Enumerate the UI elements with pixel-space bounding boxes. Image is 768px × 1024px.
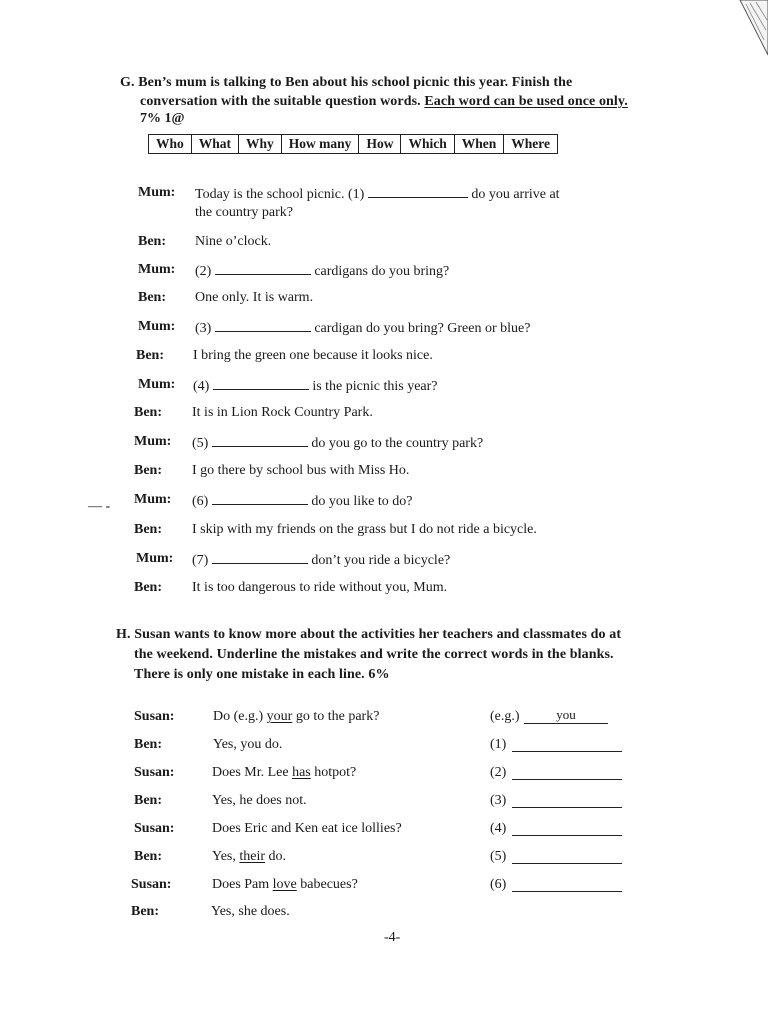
exercise-sentence — [212, 791, 307, 811]
dialogue-line — [192, 520, 537, 540]
dialogue-line — [195, 183, 560, 205]
dialogue-text-before: (6) — [192, 494, 212, 509]
dialogue-line — [193, 375, 438, 397]
exercise-speaker: Susan: — [131, 877, 172, 892]
word-bank-cell: How many — [282, 135, 360, 153]
exercise-sentence — [212, 819, 402, 839]
sentence-text-after: babecues? — [296, 877, 358, 892]
dialogue-text-after: do you like to do? — [307, 494, 413, 509]
dialogue-line — [195, 288, 313, 308]
answer-line[interactable] — [512, 793, 622, 808]
underlined-mistake: your — [266, 709, 293, 724]
exercise-sentence — [212, 763, 356, 783]
dialogue-text-before: (2) — [195, 264, 215, 279]
dialogue-text: Nine o’clock. — [195, 234, 272, 249]
dialogue-text-after: don’t you ride a bicycle? — [307, 553, 451, 568]
dialogue-text-before: (4) — [193, 379, 213, 394]
sentence-text-after: do. — [265, 849, 287, 864]
section-g-heading-line1: Ben’s mum is talking to Ben about his school picnic this year. Finish the — [138, 75, 573, 90]
section-h-heading-line2: the weekend. Underline the mistakes and write the correct words in the blanks. — [134, 647, 614, 662]
answer-line[interactable] — [512, 737, 622, 752]
dialogue-text: the country park? — [195, 205, 293, 220]
answer-number: (4) — [490, 821, 507, 836]
dialogue-speaker: Mum: — [134, 434, 172, 449]
answer-blank[interactable] — [215, 260, 311, 275]
dialogue-text-after: do you go to the country park? — [307, 436, 484, 451]
word-bank-cell: How — [359, 135, 401, 153]
answer-blank[interactable] — [215, 317, 311, 332]
dialogue-line — [192, 461, 409, 481]
section-g-heading — [120, 73, 660, 93]
answer-line[interactable] — [512, 849, 622, 864]
exercise-speaker: Ben: — [134, 737, 162, 752]
dialogue-speaker: Mum: — [138, 377, 176, 392]
dialogue-text: I skip with my friends on the grass but I do not ride a bicycle. — [192, 522, 537, 537]
exercise-sentence — [213, 735, 282, 755]
answer-blank[interactable] — [212, 432, 308, 447]
dialogue-text-after: cardigan do you bring? Green or blue? — [310, 321, 531, 336]
exercise-sentence — [212, 875, 358, 895]
answer-blank[interactable] — [213, 375, 309, 390]
sentence-text-before: Yes, you do. — [213, 737, 283, 752]
word-bank-cell: Why — [239, 135, 282, 153]
answer-number: (1) — [490, 737, 507, 752]
section-h-letter: H. — [116, 627, 131, 642]
dialogue-text-before: (7) — [192, 553, 212, 568]
answer-blank[interactable] — [212, 549, 308, 564]
margin-mark: — - — [88, 499, 111, 514]
section-g-letter: G. — [120, 75, 135, 90]
dialogue-text-before: (5) — [192, 436, 212, 451]
dialogue-text-after: do you arrive at — [467, 187, 560, 202]
underlined-mistake: their — [239, 849, 266, 864]
exercise-speaker: Susan: — [134, 821, 175, 836]
dialogue-speaker: Ben: — [138, 290, 166, 305]
dialogue-speaker: Mum: — [138, 319, 176, 334]
page-curl-icon — [728, 0, 768, 60]
answer-number: (e.g.) — [490, 709, 520, 724]
answer-number: (2) — [490, 765, 507, 780]
section-g-score: 7% 1@ — [140, 111, 185, 126]
dialogue-speaker: Ben: — [134, 463, 162, 478]
dialogue-line — [192, 549, 450, 571]
section-g-heading-line2 — [140, 92, 680, 112]
exercise-sentence — [211, 902, 290, 922]
exercise-speaker: Susan: — [134, 709, 175, 724]
dialogue-line — [195, 260, 449, 282]
sentence-text-after: go to the park? — [292, 709, 380, 724]
word-bank-cell: Where — [511, 136, 550, 151]
page-number: -4- — [384, 930, 401, 945]
sentence-text-before: Yes, she does. — [211, 904, 290, 919]
section-g-instruction: conversation with the suitable question words. — [140, 94, 425, 109]
dialogue-line — [195, 203, 293, 223]
sentence-text-before: Does Pam — [212, 877, 273, 892]
answer-line[interactable] — [512, 877, 622, 892]
underlined-mistake: has — [292, 765, 311, 780]
dialogue-line — [192, 403, 373, 423]
answer-blank[interactable] — [212, 490, 308, 505]
dialogue-speaker: Ben: — [134, 580, 162, 595]
sentence-text-before: Does Eric and Ken eat ice lollies? — [212, 821, 402, 836]
exercise-speaker: Ben: — [131, 904, 159, 919]
sentence-text-after: hotpot? — [310, 765, 357, 780]
example-answer: you — [556, 707, 576, 722]
dialogue-text: I go there by school bus with Miss Ho. — [192, 463, 410, 478]
answer-line[interactable] — [512, 821, 622, 836]
dialogue-line — [195, 232, 271, 252]
section-h-heading-line3: There is only one mistake in each line. 6% — [134, 667, 390, 682]
word-bank — [148, 134, 558, 154]
dialogue-speaker: Ben: — [134, 405, 162, 420]
word-bank-cell: Who — [149, 135, 192, 153]
word-bank-cell: Which — [401, 135, 454, 153]
dialogue-text-before: (3) — [195, 321, 215, 336]
answer-blank[interactable] — [368, 183, 468, 198]
dialogue-line — [193, 346, 433, 366]
dialogue-line — [195, 317, 530, 339]
answer-number: (3) — [490, 793, 507, 808]
answer-number: (5) — [490, 849, 507, 864]
answer-line[interactable] — [512, 765, 622, 780]
dialogue-speaker: Mum: — [138, 185, 176, 200]
dialogue-line — [192, 490, 412, 512]
section-h-heading — [116, 625, 676, 645]
dialogue-line — [192, 578, 447, 598]
section-h-heading-line1: Susan wants to know more about the activities her teachers and classmates do at — [134, 627, 622, 642]
dialogue-text-after: cardigans do you bring? — [310, 264, 450, 279]
dialogue-speaker: Ben: — [136, 348, 164, 363]
word-bank-cell: What — [192, 135, 239, 153]
exercise-speaker: Susan: — [134, 765, 175, 780]
dialogue-text-before: Today is the school picnic. (1) — [195, 187, 368, 202]
dialogue-speaker: Ben: — [134, 522, 162, 537]
exercise-speaker: Ben: — [134, 849, 162, 864]
exercise-speaker: Ben: — [134, 793, 162, 808]
dialogue-speaker: Ben: — [138, 234, 166, 249]
sentence-text-before: Does Mr. Lee — [212, 765, 293, 780]
dialogue-text-after: is the picnic this year? — [308, 379, 438, 394]
exercise-sentence — [213, 707, 379, 727]
sentence-text-before: Yes, he does not. — [212, 793, 307, 808]
sentence-text-before: Do (e.g.) — [213, 709, 267, 724]
dialogue-speaker: Mum: — [138, 262, 176, 277]
dialogue-text: One only. It is warm. — [195, 290, 314, 305]
dialogue-line — [192, 432, 483, 454]
dialogue-text: I bring the green one because it looks nice. — [193, 348, 433, 363]
dialogue-text: It is in Lion Rock Country Park. — [192, 405, 373, 420]
exercise-sentence — [212, 847, 286, 867]
dialogue-text: It is too dangerous to ride without you, Mum. — [192, 580, 448, 595]
dialogue-speaker: Mum: — [136, 551, 174, 566]
underlined-mistake: love — [272, 877, 297, 892]
sentence-text-before: Yes, — [212, 849, 240, 864]
word-bank-cell: When — [455, 135, 505, 153]
answer-number: (6) — [490, 877, 507, 892]
dialogue-speaker: Mum: — [134, 492, 172, 507]
section-g-rule: Each word can be used once only. — [424, 94, 628, 109]
